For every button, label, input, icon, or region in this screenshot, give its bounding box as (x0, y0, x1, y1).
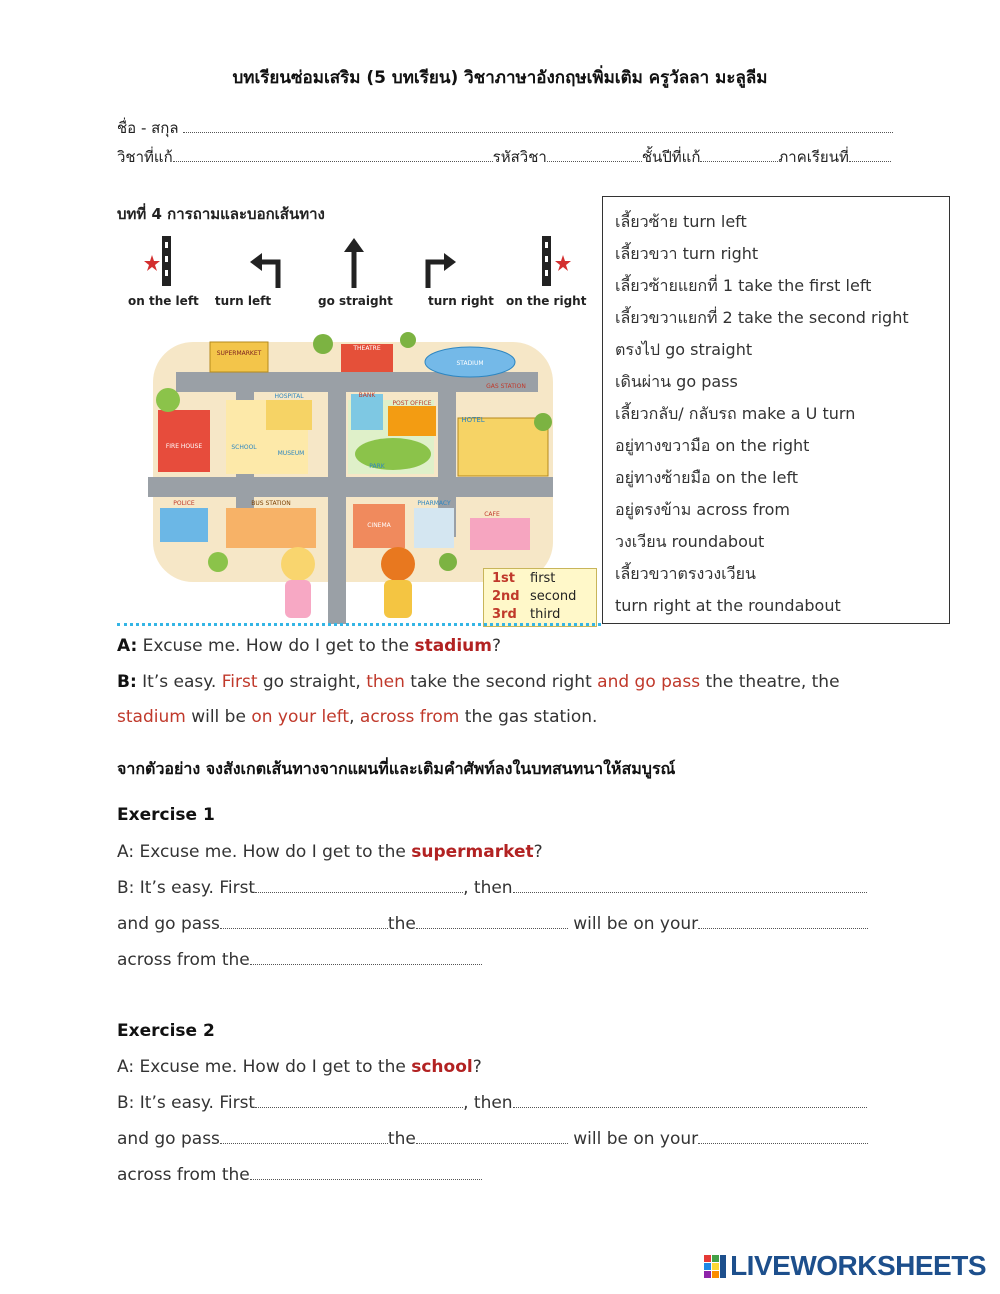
example-text: , (349, 707, 360, 727)
example-keyword: First (221, 672, 258, 692)
ordinal-row (484, 588, 596, 605)
map-label-hospital: HOSPITAL (274, 393, 304, 400)
exercise-text: and go pass (117, 914, 220, 934)
liveworksheets-logo[interactable] (704, 1250, 986, 1282)
example-keyword: and go pass (597, 672, 701, 692)
map-label-post-office: POST OFFICE (392, 400, 432, 407)
grade-input[interactable] (700, 147, 778, 162)
vocab-item: เลี้ยวขวาตรงวงเวียน (615, 564, 756, 583)
dotted-divider (117, 623, 601, 626)
name-input[interactable] (183, 118, 893, 133)
subject-field-row (117, 145, 891, 169)
example-line-b (117, 672, 840, 692)
vocab-item: เลี้ยวซ้ายแยกที่ 1 take the first left (615, 276, 872, 295)
exercise-text: will be on your (567, 1129, 699, 1149)
example-text: It’s easy. (136, 672, 222, 692)
turn-left-icon (248, 250, 288, 290)
ex1-then-blank[interactable] (513, 878, 867, 893)
ordinal-row (484, 570, 596, 587)
vocab-item: อยู่ตรงข้าม across from (615, 500, 790, 519)
exercise-text: A: Excuse me. How do I get to the (117, 842, 412, 862)
exercise-text: A: Excuse me. How do I get to the (117, 1057, 412, 1077)
map-label-supermarket: SUPERMARKET (216, 350, 262, 357)
term-label: ภาคเรียนที่ (778, 148, 849, 166)
exercise-text: the (387, 914, 416, 934)
example-line-a (117, 636, 501, 656)
exercise-1-title: Exercise 1 (117, 805, 215, 825)
ex1-first-blank[interactable] (255, 878, 463, 893)
example-place: stadium (414, 636, 492, 656)
on-the-right-icon (540, 236, 572, 288)
turn-left-label: turn left (214, 294, 272, 308)
ordinal-num: 3rd (492, 607, 517, 622)
ex2-place-blank[interactable] (416, 1129, 568, 1144)
map-label-school: SCHOOL (231, 444, 257, 451)
exercise-2-line-a (117, 1057, 482, 1077)
map-label-theatre: THEATRE (353, 345, 381, 352)
lesson-title: บทที่ 4 การถามและบอกเส้นทาง (117, 205, 325, 223)
exercise-text: ? (533, 842, 543, 862)
exercise-text: the (387, 1129, 416, 1149)
map-label-hotel: HOTEL (461, 416, 485, 424)
ordinal-num: 1st (492, 571, 515, 586)
example-text: Excuse me. How do I get to the (137, 636, 415, 656)
vocabulary-box (602, 196, 950, 624)
term-input[interactable] (849, 147, 891, 162)
subject-input[interactable] (173, 147, 493, 162)
go-straight-label: go straight (318, 294, 393, 308)
example-keyword: across from (359, 707, 460, 727)
liveworksheets-logo-icon (704, 1253, 728, 1279)
example-text: will be (185, 707, 252, 727)
exercise-text: B: It’s easy. First (117, 1093, 256, 1113)
name-label: ชื่อ - สกุล (117, 119, 179, 137)
example-text: ? (491, 636, 502, 656)
example-keyword: on your left (251, 707, 350, 727)
ex1-side-blank[interactable] (698, 914, 868, 929)
vocab-item: turn right at the roundabout (615, 596, 841, 615)
vocab-item: เลี้ยวขวา turn right (615, 244, 759, 263)
map-label-cafe: CAFE (484, 511, 500, 518)
page-title: บทเรียนซ่อมเสริม (5 บทเรียน) วิชาภาษาอังกฤษเพิ่มเติม ครูวัลลา มะลูลีม (232, 68, 768, 88)
go-straight-icon (342, 236, 366, 288)
ex2-pass-blank[interactable] (220, 1129, 388, 1144)
map-label-fire-house: FIRE HOUSE (165, 443, 203, 450)
vocab-item: อยู่ทางซ้ายมือ on the left (615, 468, 799, 487)
map-label-bus-station: BUS STATION (251, 500, 291, 507)
map-label-bank: BANK (358, 392, 376, 399)
exercise-1-line-b (117, 878, 867, 898)
exercise-text: , then (463, 1093, 513, 1113)
vocab-item: เลี้ยวกลับ/ กลับรถ make a U turn (615, 404, 856, 423)
ordinal-legend (483, 568, 597, 627)
map-label-pharmacy: PHARMACY (417, 500, 451, 507)
ordinal-word: third (530, 607, 561, 622)
ex2-then-blank[interactable] (513, 1093, 867, 1108)
on-the-right-label: on the right (506, 294, 587, 308)
example-keyword: then (366, 672, 405, 692)
exercise-2-line-d (117, 1165, 482, 1185)
example-text: the theatre, the (700, 672, 840, 692)
ordinal-row (484, 606, 596, 623)
vocab-item: เลี้ยวขวาแยกที่ 2 take the second right (615, 308, 909, 327)
on-the-left-icon (144, 236, 174, 288)
grade-label: ชั้นปีที่แก้ (641, 148, 701, 166)
exercise-2-title: Exercise 2 (117, 1021, 215, 1041)
exercise-2-line-b (117, 1093, 867, 1113)
speaker-b-label: B: (117, 672, 137, 692)
ordinal-word: second (530, 589, 577, 604)
ex2-side-blank[interactable] (698, 1129, 868, 1144)
exercise-1-line-a (117, 842, 543, 862)
map-label-park: PARK (369, 463, 385, 470)
exercise-text: ? (472, 1057, 482, 1077)
ex1-across-blank[interactable] (250, 950, 482, 965)
exercise-text: and go pass (117, 1129, 220, 1149)
exercise-2-line-c (117, 1129, 868, 1149)
vocab-item: เลี้ยวซ้าย turn left (615, 212, 747, 231)
example-text: the gas station. (459, 707, 598, 727)
exercise-1-line-d (117, 950, 482, 970)
ordinal-word: first (530, 571, 556, 586)
example-keyword: stadium (117, 707, 186, 727)
exercise-place: supermarket (411, 842, 534, 862)
map-label-police: POLICE (173, 500, 195, 507)
ordinal-num: 2nd (492, 589, 520, 604)
vocab-item: วงเวียน roundabout (615, 532, 765, 551)
map-label-stadium: STADIUM (456, 360, 484, 367)
on-the-left-label: on the left (128, 294, 199, 308)
vocab-item: เดินผ่าน go pass (615, 372, 738, 391)
name-field-row (117, 116, 893, 140)
exercise-text: will be on your (567, 914, 699, 934)
subject-label: วิชาที่แก้ (117, 148, 173, 166)
map-label-cinema: CINEMA (367, 522, 391, 529)
exercise-text: across from the (117, 1165, 250, 1185)
example-text: take the second right (404, 672, 598, 692)
code-input[interactable] (547, 147, 642, 162)
liveworksheets-logo-text: LIVEWORKSHEETS (730, 1250, 986, 1281)
direction-icons (130, 232, 590, 312)
exercise-1-line-c (117, 914, 868, 934)
map-label-museum: MUSEUM (277, 450, 305, 457)
speaker-a-label: A: (117, 636, 138, 656)
instruction-text: จากตัวอย่าง จงสังเกตเส้นทางจากแผนที่และเติมคำศัพท์ลงในบทสนทนาให้สมบูรณ์ (117, 759, 676, 778)
exercise-text: , then (463, 878, 513, 898)
exercise-place: school (411, 1057, 473, 1077)
vocab-item: ตรงไป go straight (615, 340, 753, 359)
example-line-b2 (117, 707, 597, 727)
exercise-text: B: It’s easy. First (117, 878, 256, 898)
vocab-item: อยู่ทางขวามือ on the right (615, 436, 810, 455)
turn-right-label: turn right (428, 294, 494, 308)
ex2-across-blank[interactable] (250, 1165, 482, 1180)
ex1-pass-blank[interactable] (220, 914, 388, 929)
ex2-first-blank[interactable] (255, 1093, 463, 1108)
example-text: go straight, (257, 672, 367, 692)
ex1-place-blank[interactable] (416, 914, 568, 929)
code-label: รหัสวิชา (492, 148, 547, 166)
map-label-gas-station: GAS STATION (486, 383, 526, 390)
exercise-text: across from the (117, 950, 250, 970)
turn-right-icon (418, 250, 458, 290)
